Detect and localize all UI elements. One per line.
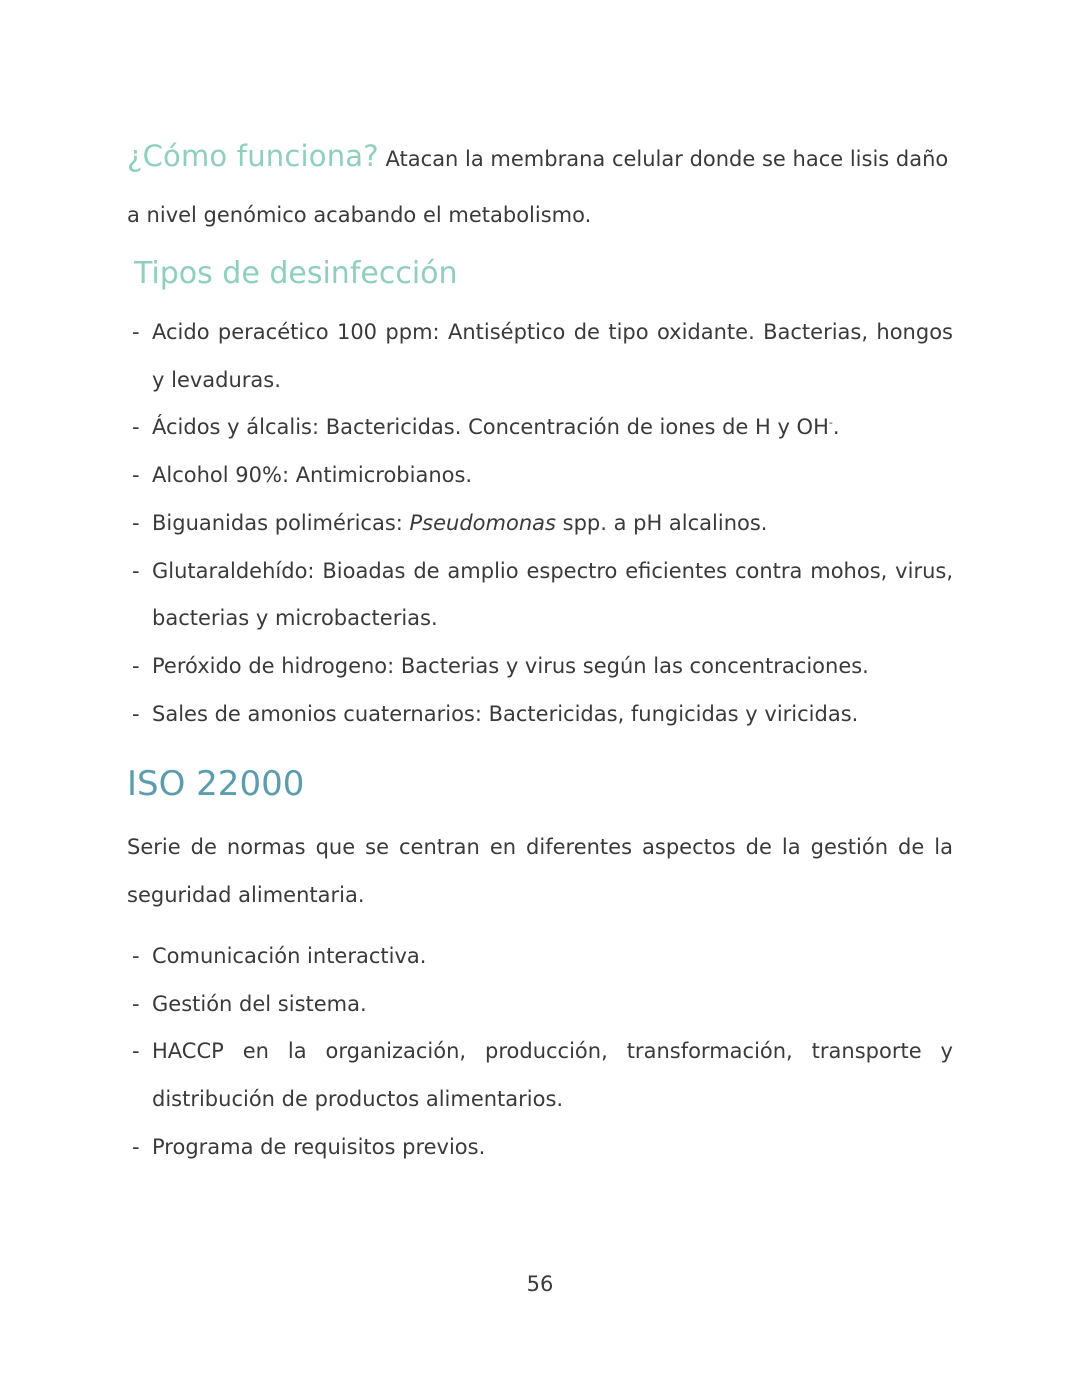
- list-item-text-post: spp. a pH alcalinos.: [555, 510, 768, 535]
- tipos-list: [127, 309, 953, 738]
- intro-paragraph: [127, 128, 953, 243]
- list-item-text: Gestión del sistema.: [152, 991, 367, 1016]
- list-item: [127, 548, 953, 643]
- list-dash: -: [132, 701, 140, 726]
- list-dash: -: [132, 415, 140, 440]
- iso-list: [127, 933, 953, 1172]
- list-item: [127, 309, 953, 404]
- intro-text-line2: a nivel genómico acabando el metabolismo.: [127, 203, 592, 227]
- list-item-tail: .: [832, 415, 840, 440]
- intro-lead-heading: ¿Cómo funciona?: [127, 139, 379, 173]
- list-dash: -: [132, 510, 140, 535]
- list-item-text: Alcohol 90%: Antimicrobianos.: [152, 463, 473, 488]
- list-item: [127, 404, 953, 452]
- list-dash: -: [132, 944, 140, 968]
- iso-description: Serie de normas que se centran en diferentes aspectos de la gestión de la seguridad alimentaria.: [127, 835, 953, 907]
- list-dash: -: [132, 558, 140, 583]
- list-dash: -: [132, 1039, 140, 1064]
- list-item-text: Acido peracético 100 ppm: Antiséptico de tipo oxidante. Bacterias, hongos y levaduras.: [152, 320, 953, 392]
- list-dash: -: [132, 653, 140, 678]
- list-dash: -: [132, 991, 140, 1016]
- list-item-text: HACCP en la organización, producción, transformación, transporte y distribución de productos alimentarios.: [152, 1039, 953, 1112]
- list-item-text: Comunicación interactiva.: [152, 944, 427, 968]
- list-item: [127, 981, 953, 1029]
- tipos-heading: Tipos de desinfección: [134, 256, 458, 291]
- list-item: [127, 933, 953, 981]
- list-item-text: Ácidos y álcalis: Bactericidas. Concentración de iones de H y OH: [152, 415, 829, 440]
- iso-heading: ISO 22000: [127, 764, 305, 804]
- intro-text-line1: Atacan la membrana celular donde se hace lisis daño: [385, 147, 949, 171]
- list-item: [127, 500, 953, 548]
- list-item: [127, 1124, 953, 1172]
- page-number: 56: [526, 1272, 554, 1296]
- list-item-text: Biguanidas poliméricas:: [152, 510, 410, 535]
- superscript-minus: -: [828, 416, 833, 430]
- list-item-text: Glutaraldehído: Bioadas de amplio espectro eficientes contra mohos, virus, bacterias y microbacterias.: [152, 558, 953, 631]
- list-item: [127, 691, 953, 739]
- list-dash: -: [132, 320, 140, 344]
- list-item-text: Programa de requisitos previos.: [152, 1134, 486, 1159]
- list-item: [127, 643, 953, 691]
- list-item-italic: Pseudomonas: [409, 510, 556, 535]
- list-item: [127, 1028, 953, 1123]
- list-item-text: Peróxido de hidrogeno: Bacterias y virus según las concentraciones.: [152, 653, 869, 678]
- list-item-text: Sales de amonios cuaternarios: Bactericidas, fungicidas y viricidas.: [152, 701, 859, 726]
- list-item: [127, 452, 953, 500]
- list-dash: -: [132, 1134, 140, 1159]
- list-dash: -: [132, 463, 140, 488]
